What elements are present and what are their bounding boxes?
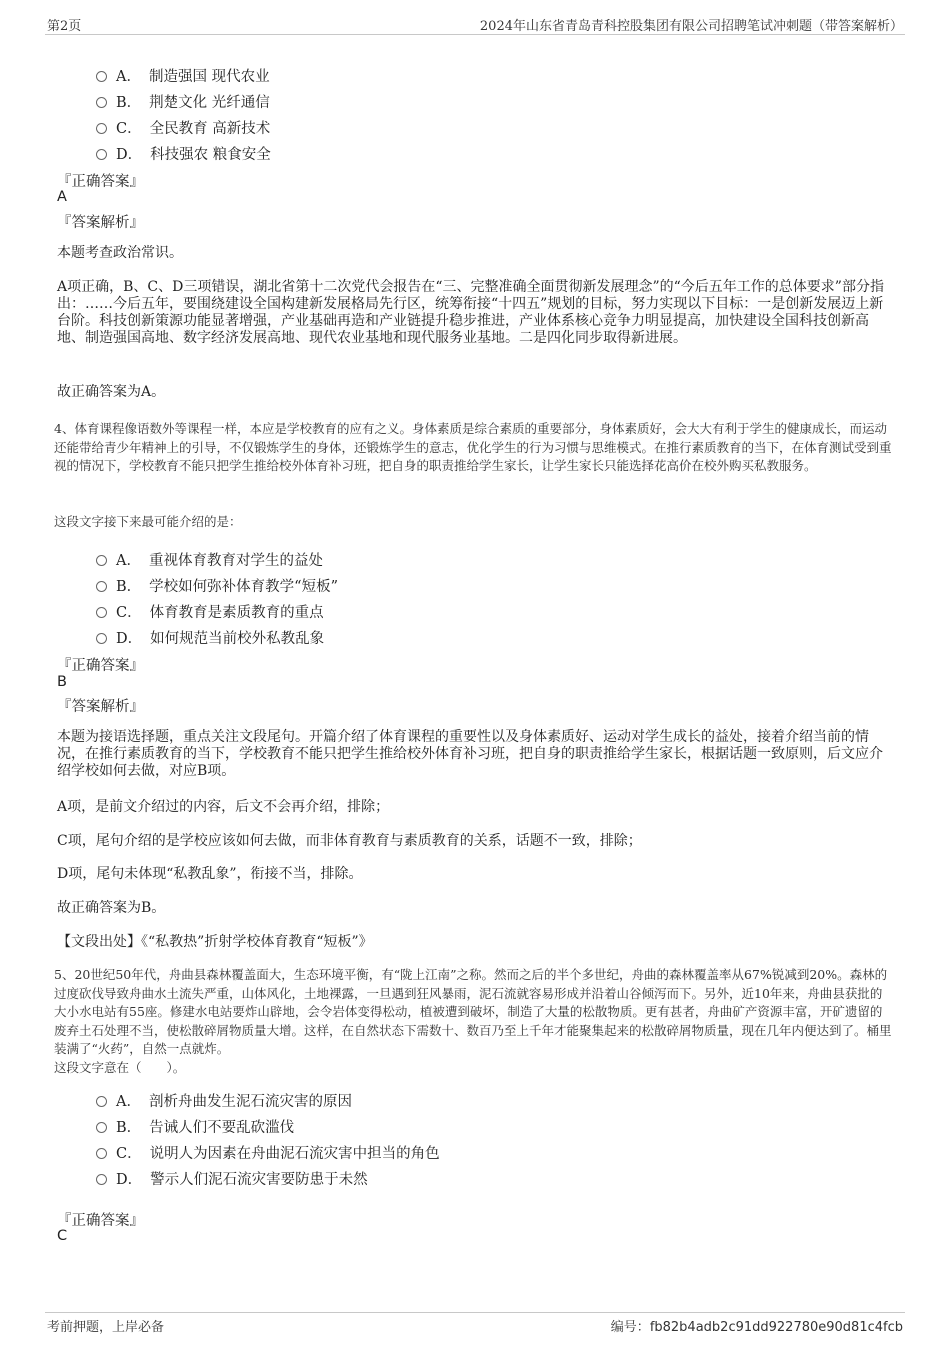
q3-option-c[interactable]: C． 全民教育 高新技术 (96, 117, 270, 138)
radio-icon[interactable] (96, 1174, 107, 1185)
radio-icon[interactable] (96, 97, 107, 108)
document-title: 2024年山东省青岛青科控股集团有限公司招聘笔试冲刺题（带答案解析） (479, 19, 903, 34)
q5-stem: 5、20世纪50年代，舟曲县森林覆盖面大，生态环境平衡，有“陇上江南”之称。然而之后的半个多世纪，舟曲的森林覆盖率从67%锐减到20%。森林的过度砍伐导致舟曲水土流失严重，山体风化，土地裸露，一旦遇到狂风暴雨，泥石流就容易形成并沿着山谷倾泻而下。另外，近10年来，舟曲县获批的大小水电站有55座。修建水电站要炸山辟地，会令岩体变得松动，植被遭到破坏，制造了大量的松散物质。更有甚者，舟曲矿产资源丰富，开矿遗留的废弃土石处理不当，使松散碎屑物质量大增。这样，在自然状态下需数十、数百乃至上千年才能聚集起来的松散碎屑物质量，现在几年内便达到了。桶里装满了“火药”，自然一点就炸。 (54, 967, 892, 1056)
radio-icon[interactable] (96, 71, 107, 82)
footer-code-value: fb82b4adb2c91dd922780e90d81c4fcb (649, 1320, 903, 1335)
radio-icon[interactable] (96, 1148, 107, 1159)
q4-analysis-c: C项，尾句介绍的是学校应该如何去做，而非体育教育与素质教育的关系，话题不一致，排除； (57, 833, 642, 849)
q4-option-d[interactable]: D． 如何规范当前校外私教乱象 (96, 627, 324, 648)
footer-code (611, 1316, 903, 1335)
q5-question: 这段文字意在（ ）。 (54, 1060, 186, 1075)
footer-code-label: 编号： (610, 1320, 650, 1335)
q5-option-c[interactable]: C． 说明人为因素在舟曲泥石流灾害中担当的角色 (96, 1142, 440, 1163)
q4-question: 这段文字接下来最可能介绍的是： (54, 514, 242, 529)
q3-analysis-label: 『答案解析』 (57, 215, 144, 231)
q4-analysis-d: D项，尾句未体现“私教乱象”，衔接不当，排除。 (57, 866, 363, 882)
radio-icon[interactable] (96, 555, 107, 566)
q5-option-d[interactable]: D． 警示人们泥石流灾害要防患于未然 (96, 1168, 368, 1189)
q4-analysis-label: 『答案解析』 (57, 699, 144, 715)
q3-answer-label: 『正确答案』 (57, 174, 144, 190)
q4-analysis-a: A项，是前文介绍过的内容，后文不会再介绍，排除； (57, 799, 390, 815)
radio-icon[interactable] (96, 633, 107, 644)
q4-analysis-conclusion: 故正确答案为B。 (57, 900, 166, 916)
q4-source: 【文段出处】《“私教热”折射学校体育教育“短板”》 (57, 934, 373, 950)
q3-analysis-body: A项正确，B、C、D三项错误，湖北省第十二次党代会报告在“三、完整准确全面贯彻新发展理念”的“今后五年工作的总体要求”部分指出：……今后五年，要围绕建设全国构建新发展格局先行区，统筹衔接“十四五”规划的目标，努力实现以下目标：一是创新发展迈上新台阶。科技创新策源功能显著增强，产业基础再造和产业链提升稳步推进，产业体系核心竞争力明显提高，加快建设全国科技创新高地、制造强国高地、数字经济发展高地、现代农业基地和现代服务业基地。二是四化同步取得新进展。 (57, 279, 884, 346)
radio-icon[interactable] (96, 581, 107, 592)
q3-option-b[interactable]: B． 荆楚文化 光纤通信 (96, 91, 270, 112)
q4-option-b[interactable]: B． 学校如何弥补体育教学“短板” (96, 575, 338, 596)
q3-analysis-conclusion: 故正确答案为A。 (57, 384, 166, 400)
q4-answer: B (57, 674, 67, 690)
page-footer (45, 1312, 905, 1337)
q4-stem: 4、体育课程像语数外等课程一样，本应是学校教育的应有之义。身体素质是综合素质的重要部分，身体素质好，会大大有利于学生的健康成长，而运动还能带给青少年精神上的引导，不仅锻炼学生的身体，还锻炼学生的意志，优化学生的行为习惯与思维模式。在推行素质教育的当下，在体育测试受到重视的情况下，学校教育不能只把学生推给校外体育补习班，把自身的职责推给学生家长，让学生家长只能选择花高价在校外购买私教服务。 (54, 421, 892, 473)
q4-option-c[interactable]: C． 体育教育是素质教育的重点 (96, 601, 324, 622)
q4-answer-label: 『正确答案』 (57, 658, 144, 674)
q4-option-a[interactable]: A． 重视体育教育对学生的益处 (96, 549, 323, 570)
radio-icon[interactable] (96, 1096, 107, 1107)
footer-slogan: 考前押题，上岸必备 (47, 1320, 165, 1335)
q3-analysis-intro: 本题考查政治常识。 (57, 245, 183, 261)
q3-option-a[interactable]: A． 制造强国 现代农业 (96, 65, 270, 86)
page-header (45, 14, 905, 35)
q5-answer-label: 『正确答案』 (57, 1213, 144, 1229)
radio-icon[interactable] (96, 607, 107, 618)
q5-option-b[interactable]: B． 告诫人们不要乱砍滥伐 (96, 1116, 294, 1137)
q3-answer: A (57, 189, 67, 205)
q5-answer: C (57, 1228, 68, 1244)
radio-icon[interactable] (96, 149, 107, 160)
radio-icon[interactable] (96, 123, 107, 134)
q3-option-d[interactable]: D． 科技强农 粮食安全 (96, 143, 271, 164)
radio-icon[interactable] (96, 1122, 107, 1133)
q5-option-a[interactable]: A． 剖析舟曲发生泥石流灾害的原因 (96, 1090, 352, 1111)
q4-analysis-body: 本题为接语选择题，重点关注文段尾句。开篇介绍了体育课程的重要性以及身体素质好、运动对学生成长的益处，接着介绍当前的情况，在推行素质教育的当下，学校教育不能只把学生推给校外体育补习班，把自身的职责推给学生家长，根据话题一致原则，后文应介绍学校如何去做，对应B项。 (57, 729, 883, 779)
page-number: 第2页 (47, 19, 82, 34)
